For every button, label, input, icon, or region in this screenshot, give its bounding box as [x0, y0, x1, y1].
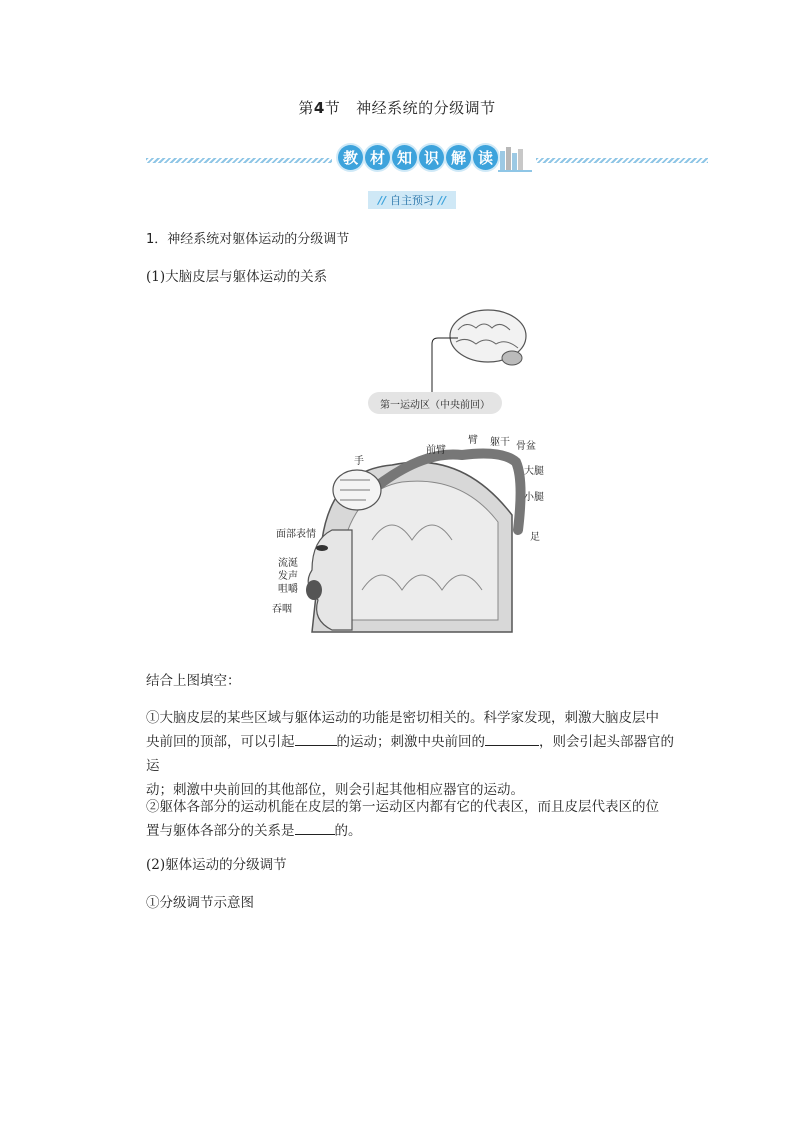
section-heading: 1．神经系统对躯体运动的分级调节 — [146, 232, 350, 247]
banner-stripe-right — [536, 158, 708, 163]
banner-char: 材 — [365, 145, 390, 170]
badge-label: 自主预习 — [390, 194, 434, 207]
title-prefix: 第 — [298, 99, 314, 117]
paragraph-1 — [146, 706, 686, 802]
label-face: 面部表情 — [276, 529, 316, 540]
title-number: 4 — [313, 99, 325, 117]
page-title — [0, 97, 794, 118]
label-thigh: 大腿 — [524, 466, 544, 477]
subsection-heading-2: (2)躯体运动的分级调节 — [146, 857, 287, 873]
label-salivate: 流涎 — [278, 558, 298, 569]
p2-line2b: 的。 — [334, 823, 362, 839]
label-shank: 小腿 — [524, 492, 544, 503]
books-icon — [498, 143, 534, 173]
label-hand: 手 — [354, 456, 364, 467]
banner-chars — [338, 145, 498, 170]
p1-line2a: 央前回的顶部，可以引起 — [146, 734, 295, 750]
p2-line1: ②躯体各部分的运动机能在皮层的第一运动区内都有它的代表区，而且皮层代表区的位 — [146, 799, 659, 815]
banner-char: 解 — [446, 145, 471, 170]
label-foot: 足 — [530, 532, 540, 543]
subsection-heading: (1)大脑皮层与躯体运动的关系 — [146, 269, 328, 285]
slash-icon: // — [377, 193, 386, 207]
banner-char: 识 — [419, 145, 444, 170]
title-suffix: 节 — [324, 99, 341, 117]
banner-stripe-left — [146, 158, 332, 163]
p1-line2 — [146, 730, 686, 778]
p1-line2c: ，则会引起头部器官的运 — [146, 734, 674, 774]
brain-illustration — [262, 300, 562, 640]
motor-cortex-figure — [262, 300, 562, 640]
cortex-section — [306, 454, 521, 632]
p2-line2a: 置与躯体各部分的关系是 — [146, 823, 295, 839]
label-swallow: 吞咽 — [272, 604, 292, 615]
banner-char: 教 — [338, 145, 363, 170]
label-trunk: 躯干 — [490, 437, 510, 448]
paragraph-2 — [146, 795, 686, 843]
label-pelvis: 骨盆 — [516, 441, 536, 452]
blank-1[interactable] — [295, 731, 337, 746]
self-study-badge — [368, 191, 456, 209]
blank-2[interactable] — [485, 731, 539, 746]
fill-intro: 结合上图填空： — [146, 673, 241, 689]
subsection-item: ①分级调节示意图 — [146, 895, 254, 911]
p1-line2b: 的运动；刺激中央前回的 — [336, 734, 485, 750]
p1-line1: ①大脑皮层的某些区域与躯体运动的功能是密切相关的。科学家发现，刺激大脑皮层中 — [146, 710, 659, 726]
banner-char: 读 — [473, 145, 498, 170]
brain-icon — [450, 310, 526, 365]
label-arm: 臂 — [468, 435, 478, 446]
label-forearm: 前臂 — [426, 445, 446, 456]
banner-char: 知 — [392, 145, 417, 170]
section-banner — [146, 143, 708, 177]
p2-line2 — [146, 819, 686, 843]
title-name: 神经系统的分级调节 — [356, 99, 496, 117]
figure-caption: 第一运动区（中央前回） — [368, 392, 502, 414]
blank-3[interactable] — [295, 820, 335, 835]
p1-line3: 动；刺激中央前回的其他部位，则会引起其他相应器官的运动。 — [146, 782, 524, 798]
label-vocalize: 发声 — [278, 571, 298, 582]
label-chew: 咀嚼 — [278, 584, 298, 595]
slash-icon: // — [438, 193, 447, 207]
